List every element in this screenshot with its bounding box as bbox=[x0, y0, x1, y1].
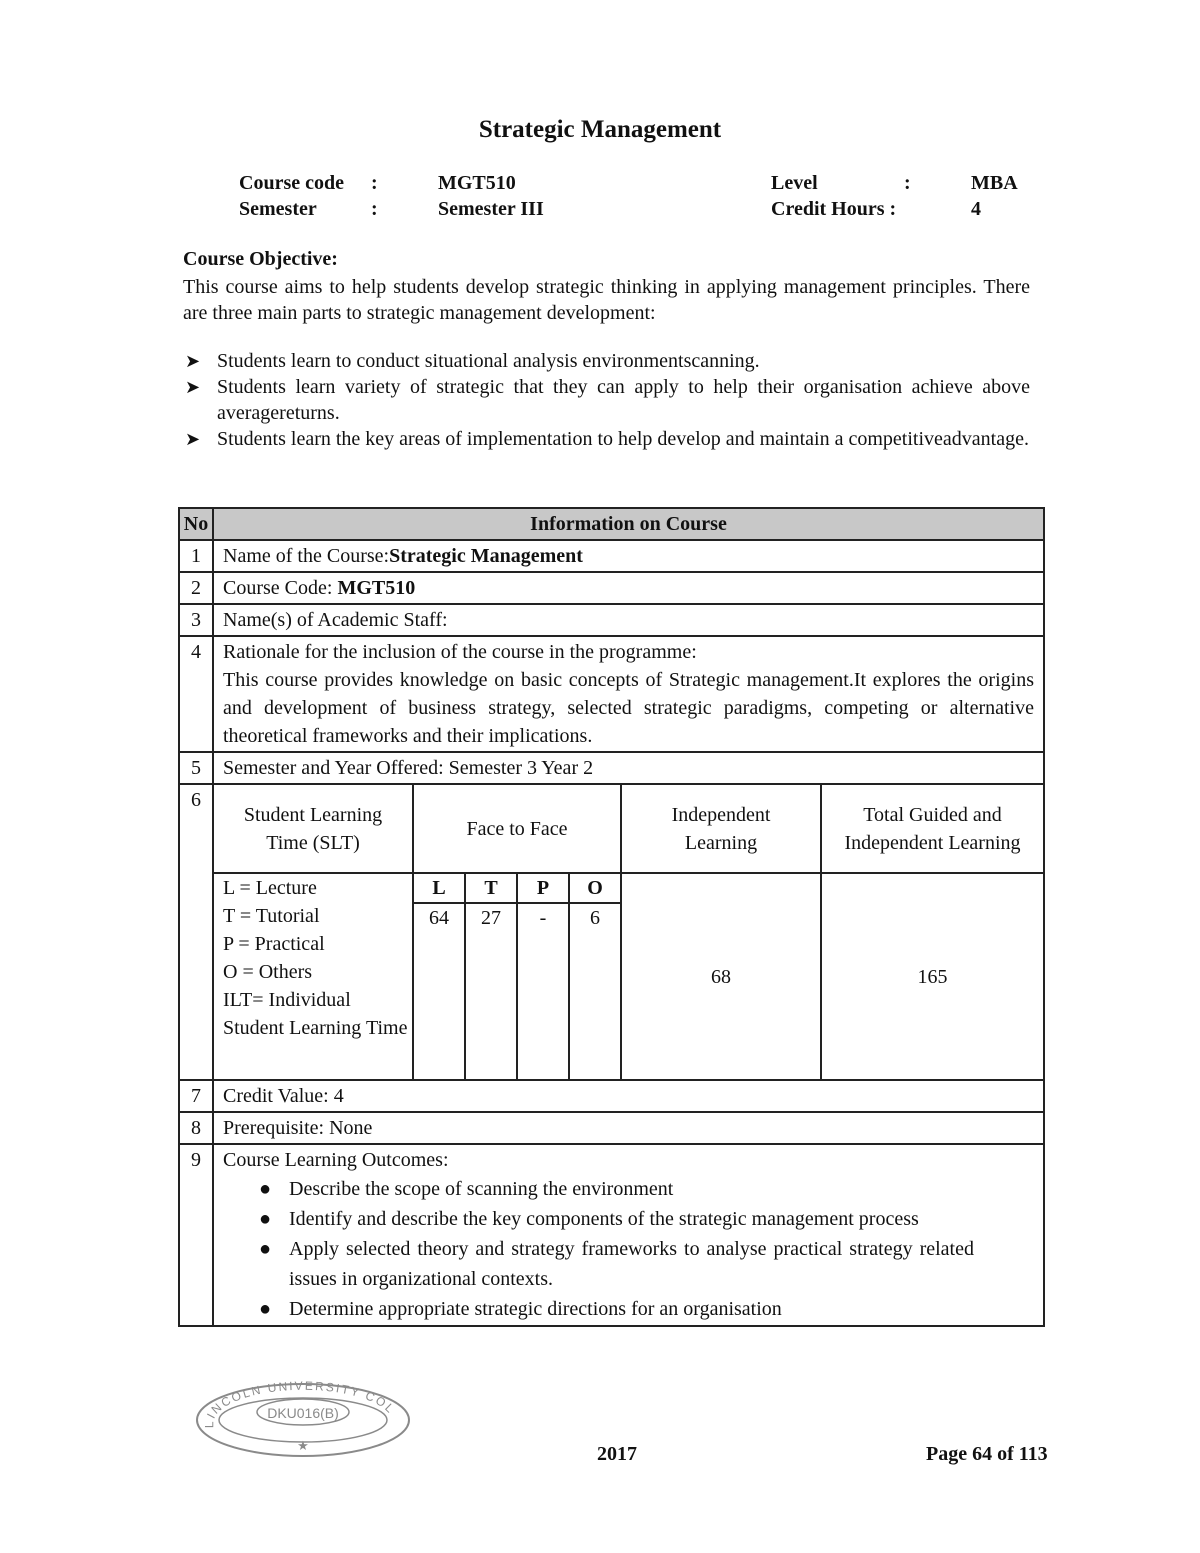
colon: : bbox=[371, 198, 378, 220]
slt-legend: L = Lecture T = Tutorial P = Practical O = Others ILT= Individual Student Learning Time bbox=[214, 873, 413, 1079]
table-row: 7 Credit Value: 4 bbox=[179, 1080, 1044, 1112]
bullet-icon: ● bbox=[259, 1238, 272, 1260]
t-value: 27 bbox=[465, 903, 517, 1079]
rationale-text: This course provides knowledge on basic concepts of Strategic management.It explores the origins and development of business strategy, selected strategic paradigms, competing or alternative theoretical frameworks and their implications. bbox=[223, 669, 1034, 747]
slt-header: Student Learning Time (SLT) bbox=[214, 785, 413, 873]
level-value: MBA bbox=[971, 172, 1018, 194]
col-t: T bbox=[465, 873, 517, 903]
credit-hours-value: 4 bbox=[971, 198, 981, 220]
stamp-code: DKU016(B) bbox=[267, 1405, 339, 1421]
list-item: ● Determine appropriate strategic directions for an organisation bbox=[289, 1294, 1034, 1324]
table-row: 6 Student Learning Time (SLT) Face to Face Independent Learning Total Guided and Independent Learning L = Lecture T = Tutorial P = Practical O = Others ILT= Individual Student Learning Time L T P O 68 165 64 27 - 6 bbox=[179, 784, 1044, 1080]
course-name-label: Name of the Course: bbox=[223, 545, 390, 567]
bullet-icon: ● bbox=[259, 1178, 272, 1200]
o-value: 6 bbox=[569, 903, 621, 1079]
footer-year: 2017 bbox=[597, 1443, 637, 1465]
course-code-row-label: Course Code: bbox=[223, 577, 338, 599]
stamp-icon bbox=[192, 1380, 414, 1460]
list-item: ➤ Students learn to conduct situational analysis environmentscanning. bbox=[185, 350, 760, 372]
page-title: Strategic Management bbox=[478, 116, 722, 143]
course-code-label: Course code bbox=[239, 172, 344, 194]
university-stamp bbox=[192, 1380, 414, 1465]
page-number: Page 64 of 113 bbox=[926, 1443, 1048, 1465]
course-name-value: Strategic Management bbox=[389, 545, 583, 567]
table-row: 3 Name(s) of Academic Staff: bbox=[179, 604, 1044, 636]
stamp-ring-text: LINCOLN UNIVERSITY COL bbox=[202, 1380, 399, 1429]
col-p: P bbox=[517, 873, 569, 903]
p-value: - bbox=[517, 903, 569, 1079]
colon: : bbox=[904, 172, 911, 194]
course-code-value: MGT510 bbox=[438, 172, 516, 194]
semester-label: Semester bbox=[239, 198, 317, 220]
header-info: Information on Course bbox=[213, 508, 1044, 540]
table-row: 1 Name of the Course:Strategic Management bbox=[179, 540, 1044, 572]
table-row: 9 Course Learning Outcomes: ● Describe the scope of scanning the environment ● Identify and describe the key components of the strategic management process ● Apply selected theory and strategy frameworks to analyse practical strategy related issues in organizational contexts. ● Determine appropriate strategic directions for an organisation bbox=[179, 1144, 1044, 1326]
semester-value: Semester III bbox=[438, 198, 544, 220]
course-info-table bbox=[178, 507, 1045, 1327]
table-row: 2 Course Code: MGT510 bbox=[179, 572, 1044, 604]
table-row: 5 Semester and Year Offered: Semester 3 Year 2 bbox=[179, 752, 1044, 784]
outcomes-list bbox=[223, 1174, 1034, 1324]
header-no: No bbox=[179, 508, 213, 540]
independent-learning-header: Independent Learning bbox=[621, 785, 821, 873]
svg-text:★: ★ bbox=[297, 1438, 309, 1453]
independent-learning-value: 68 bbox=[621, 873, 821, 1079]
col-o: O bbox=[569, 873, 621, 903]
academic-staff: Name(s) of Academic Staff: bbox=[213, 604, 1044, 636]
objective-bullets bbox=[183, 348, 1030, 452]
list-item: ➤ Students learn the key areas of implementation to help develop and maintain a competitiveadvantage. bbox=[185, 428, 1029, 450]
arrow-bullet-icon: ➤ bbox=[185, 429, 201, 449]
bullet-icon: ● bbox=[259, 1298, 272, 1320]
list-item: ● Apply selected theory and strategy frameworks to analyse practical strategy related issues in organizational contexts. bbox=[289, 1234, 1034, 1294]
bullet-icon: ● bbox=[259, 1208, 272, 1230]
outcomes-heading: Course Learning Outcomes: bbox=[223, 1149, 449, 1171]
table-row: 8 Prerequisite: None bbox=[179, 1112, 1044, 1144]
table-row: 4 Rationale for the inclusion of the course in the programme: This course provides knowledge on basic concepts of Strategic management.It explores the origins and development of business strategy, selected strategic paradigms, competing or alternative theoretical frameworks and their implications. bbox=[179, 636, 1044, 752]
total-learning-header: Total Guided and Independent Learning bbox=[821, 785, 1043, 873]
objective-text: This course aims to help students develop strategic thinking in applying management principles. There are three main parts to strategic management development: bbox=[183, 276, 1030, 324]
rationale-heading: Rationale for the inclusion of the course in the programme: bbox=[223, 641, 697, 663]
prerequisite: Prerequisite: None bbox=[213, 1112, 1044, 1144]
list-item: ➤ Students learn variety of strategic that they can apply to help their organisation achieve above averagereturns. bbox=[185, 376, 1030, 424]
col-l: L bbox=[413, 873, 465, 903]
list-item: ● Identify and describe the key components of the strategic management process bbox=[289, 1204, 1034, 1234]
list-item: ● Describe the scope of scanning the environment bbox=[289, 1174, 1034, 1204]
credit-hours-label: Credit Hours : bbox=[771, 198, 897, 220]
face-to-face-header: Face to Face bbox=[413, 785, 621, 873]
l-value: 64 bbox=[413, 903, 465, 1079]
arrow-bullet-icon: ➤ bbox=[185, 351, 201, 371]
colon: : bbox=[371, 172, 378, 194]
table-header-row bbox=[179, 508, 1044, 540]
credit-value: Credit Value: 4 bbox=[213, 1080, 1044, 1112]
slt-table bbox=[214, 785, 1043, 1079]
objective-heading: Course Objective: bbox=[183, 248, 338, 270]
total-learning-value: 165 bbox=[821, 873, 1043, 1079]
semester-year-offered: Semester and Year Offered: Semester 3 Year 2 bbox=[213, 752, 1044, 784]
course-code-row-value: MGT510 bbox=[337, 577, 416, 599]
level-label: Level bbox=[771, 172, 818, 194]
arrow-bullet-icon: ➤ bbox=[185, 377, 201, 397]
